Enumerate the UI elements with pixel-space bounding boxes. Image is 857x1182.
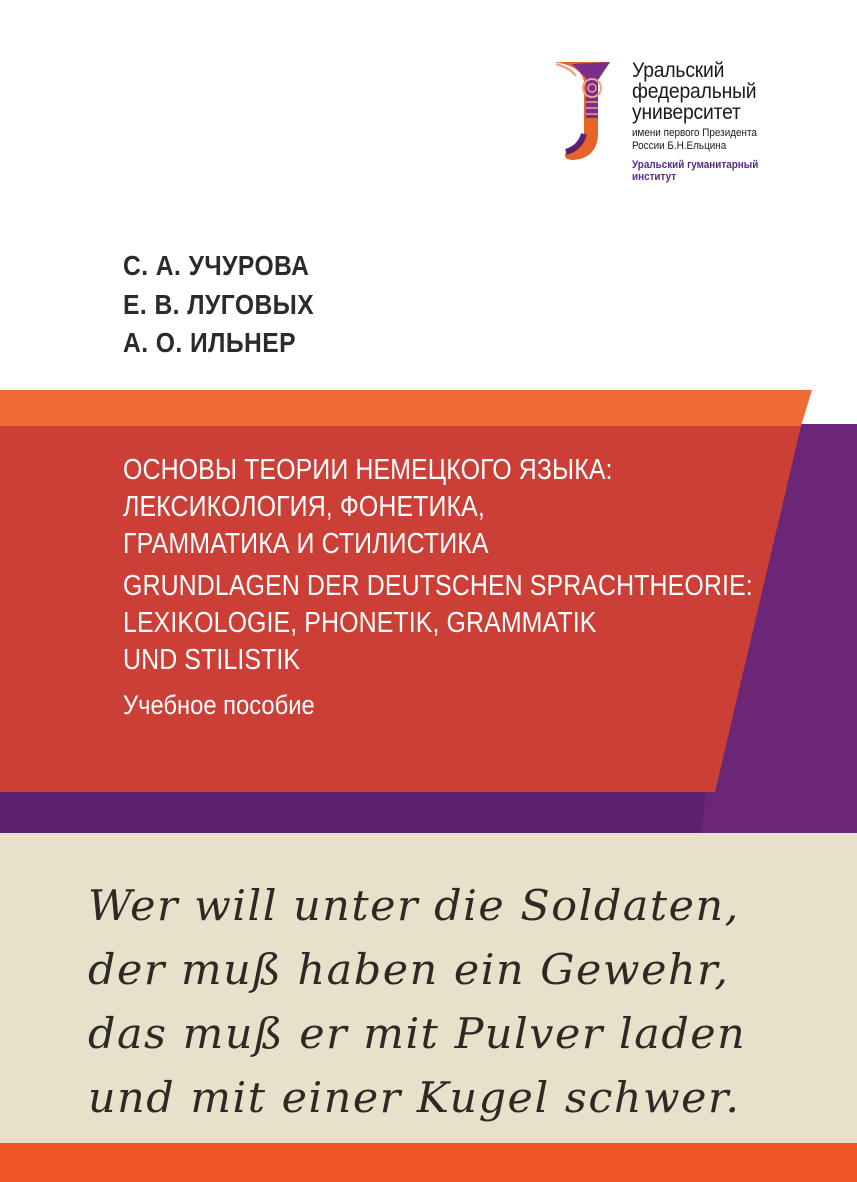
logo-institute-line: Уральский гуманитарный: [632, 159, 759, 171]
logo-name-line: Уральский: [632, 59, 725, 82]
title-ru-line: ОСНОВЫ ТЕОРИИ НЕМЕЦКОГО ЯЗЫКА:: [123, 454, 613, 486]
book-type-subtitle: Учебное пособие: [123, 690, 315, 720]
orange-band: [0, 390, 812, 426]
title-ru-line: ЛЕКСИКОЛОГИЯ, ФОНЕТИКА,: [123, 491, 485, 523]
logo-subtitle-line: России Б.Н.Ельцина: [632, 140, 727, 152]
book-title: [123, 452, 763, 722]
handwriting-line: und mit einer Kugel schwer.: [88, 1073, 741, 1122]
handwriting-line: das muß er mit Pulver laden: [88, 1009, 747, 1058]
logo-institute: [632, 159, 758, 183]
title-de-line: LEXIKOLOGIE, PHONETIK, GRAMMATIK: [123, 607, 597, 639]
logo-name-line: федеральный: [632, 80, 757, 103]
title-de: [123, 568, 763, 679]
bottom-bar: [0, 1143, 857, 1182]
handwriting-image: [0, 833, 857, 1144]
author-name: Е. В. ЛУГОВЫХ: [123, 288, 315, 320]
university-logo: [552, 58, 802, 208]
handwriting-line: der muß haben ein Gewehr,: [88, 945, 730, 994]
logo-subtitle-line: имени первого Президента: [632, 127, 757, 139]
logo-institute-line: институт: [632, 171, 677, 183]
title-de-line: UND STILISTIK: [123, 644, 301, 676]
logo-text: [632, 60, 772, 183]
author-name: А. О. ИЛЬНЕР: [123, 327, 297, 358]
logo-subtitle: [632, 127, 758, 153]
logo-name-line: университет: [632, 101, 741, 124]
ural-federal-university-logo-icon: [552, 58, 624, 162]
title-ru-line: ГРАММАТИКА И СТИЛИСТИКА: [123, 528, 489, 560]
title-de-line: GRUNDLAGEN DER DEUTSCHEN SPRACHTHEORIE:: [123, 570, 753, 602]
author-name: С. А. УЧУРОВА: [123, 250, 310, 281]
handwriting-line: Wer will unter die Soldaten,: [88, 881, 740, 930]
authors: [123, 247, 340, 363]
